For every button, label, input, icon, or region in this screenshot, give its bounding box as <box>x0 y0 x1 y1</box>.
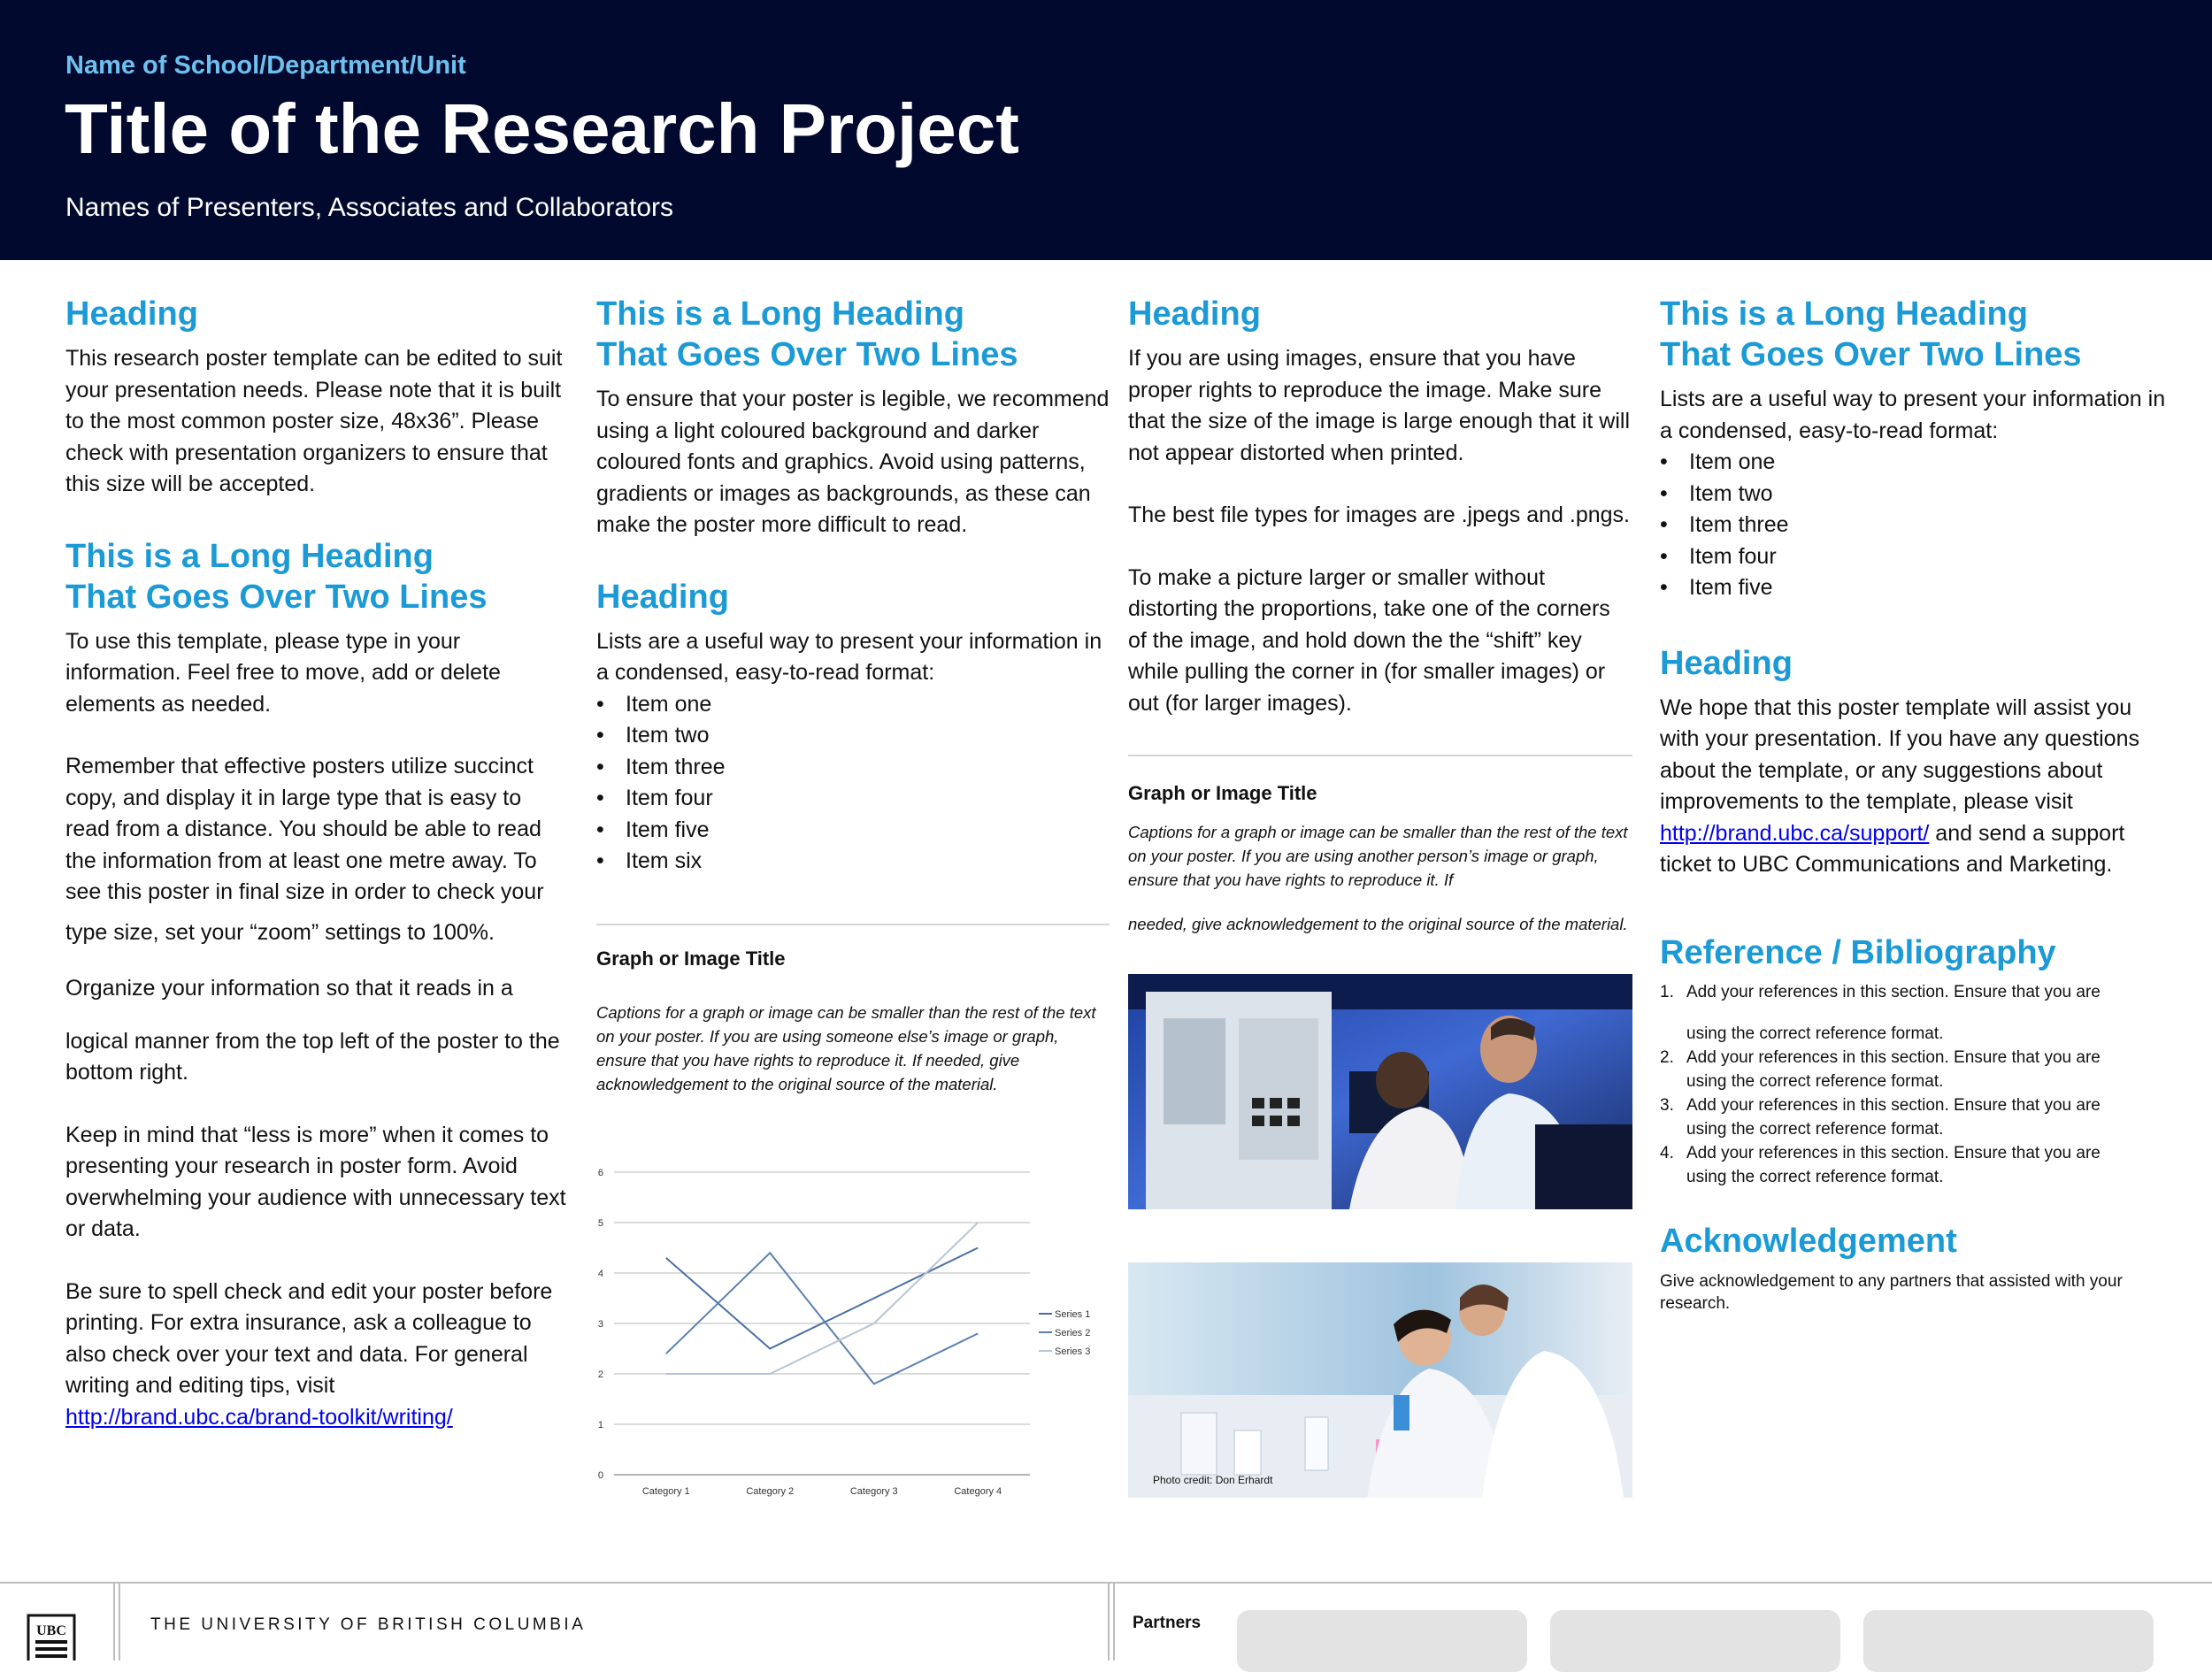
reference-number: 4. <box>1660 1143 1674 1162</box>
partner-logo-placeholder <box>1237 1610 1527 1672</box>
section-heading: Heading <box>1128 295 1261 333</box>
body-text: This research poster template can be edited to suit your presentation needs. Please note that it is built to the most common poster size, 48x36”. Please check with presentation organizers to ensure that this size will be accepted. <box>65 346 563 496</box>
reference-item <box>1660 1093 2173 1141</box>
x-tick-label: Category 1 <box>641 1486 690 1497</box>
support-text-after: and send a support ticket to UBC Communications and Marketing. <box>1660 820 2125 877</box>
column-3 <box>1128 294 1632 936</box>
list-item: • Item five <box>596 815 1110 847</box>
list-item: • Item six <box>596 846 1110 878</box>
y-tick-label: 3 <box>597 1319 603 1330</box>
section-heading: Heading <box>1660 644 1793 682</box>
reference-text: using the correct reference format. <box>1686 1167 1944 1186</box>
reference-item <box>1660 1141 2173 1189</box>
reference-text: Add your references in this section. Ensure that you are <box>1686 982 2101 1001</box>
heading-line: This is a Long Heading <box>65 537 434 575</box>
legend-label: Series 1 <box>1055 1309 1091 1320</box>
section-heading-long <box>65 536 570 617</box>
body-text: To ensure that your poster is legible, we recommend using a light coloured background and darker coloured fonts and graphics. Avoid using patterns, gradients or images as backgrounds, as these can make the poster more difficult to read. <box>596 387 1110 537</box>
presenter-names: Names of Presenters, Associates and Collaborators <box>65 193 673 222</box>
body-text: The best file types for images are .jpegs and .pngs. <box>1128 502 1630 527</box>
reference-text: using the correct reference format. <box>1686 1071 1944 1091</box>
graph-caption: Captions for a graph or image can be smaller than the rest of the text on your poster. If you are using someone else’s image or graph, ensure that you have rights to reproduce it. If needed, give acknowledgement to the original source of the material. <box>596 1003 1096 1093</box>
bullet-list <box>1660 447 2173 604</box>
heading-line: That Goes Over Two Lines <box>1660 336 2082 373</box>
column-2 <box>596 294 1110 1096</box>
list-item: • Item four <box>596 783 1110 815</box>
photo-credit: Photo credit: Don Erhardt <box>1153 1474 1273 1486</box>
heading-line: That Goes Over Two Lines <box>65 578 488 616</box>
body-text: Be sure to spell check and edit your poster before printing. For extra insurance, ask a colleague to also check over your text and data. For general writing and editing tips, visit <box>65 1278 553 1398</box>
body-text: Organize your information so that it reads in a <box>65 976 513 1001</box>
footer-divider <box>113 1584 115 1660</box>
x-tick-label: Category 3 <box>849 1486 898 1497</box>
acknowledgement-text: Give acknowledgement to any partners that assisted with your research. <box>1660 1271 2123 1313</box>
list-item: • Item three <box>596 752 1110 784</box>
lab-equipment-image <box>1128 974 1632 1209</box>
body-text: If you are using images, ensure that you have proper rights to reproduce the image. Make sure that the size of the image is large enough that it will not appear distorted when printed. <box>1128 346 1630 465</box>
department-name: Name of School/Department/Unit <box>65 51 466 80</box>
poster-footer <box>0 1582 2212 1660</box>
lab-photo-1 <box>1128 974 1632 1209</box>
body-text: type size, set your “zoom” settings to 100%. <box>65 919 495 945</box>
lab-photo-2 <box>1128 1262 1632 1498</box>
heading-line: This is a Long Heading <box>1660 295 2028 333</box>
column-4 <box>1660 294 2173 1315</box>
reference-heading: Reference / Bibliography <box>1660 933 2056 971</box>
legend-label: Series 3 <box>1055 1346 1091 1357</box>
y-tick-label: 0 <box>597 1470 603 1481</box>
body-text <box>1660 693 2173 881</box>
body-text: To make a picture larger or smaller without distorting the proportions, take one of the corners of the image, and hold down the the “shift” key while pulling the corner in (for smaller images) or out (for larger images). <box>1128 564 1610 716</box>
list-item: • Item five <box>1660 572 2173 604</box>
body-text: Lists are a useful way to present your information in a condensed, easy-to-read format: <box>596 628 1102 685</box>
body-text: logical manner from the top left of the poster to the bottom right. <box>65 1028 560 1085</box>
body-text: Remember that effective posters utilize succinct copy, and display it in large type that is easy to read from a distance. You should be able to read the information from at least one metre away. To see this poster in final size in order to check your <box>65 754 544 904</box>
poster-header <box>0 0 2212 260</box>
section-heading: Heading <box>65 295 198 333</box>
partner-logo-placeholder <box>1863 1610 2154 1672</box>
y-tick-label: 6 <box>597 1168 603 1178</box>
image-caption: needed, give acknowledgement to the original source of the material. <box>1128 914 1628 933</box>
acknowledgement-heading: Acknowledgement <box>1660 1222 1957 1260</box>
poster-title: Title of the Research Project <box>65 89 1019 168</box>
partners-label: Partners <box>1133 1614 1202 1632</box>
logo-text: UBC <box>36 1623 66 1638</box>
list-item: • Item four <box>1660 541 2173 573</box>
footer-divider <box>1113 1584 1115 1660</box>
divider <box>596 924 1110 925</box>
legend-label: Series 2 <box>1055 1328 1091 1338</box>
heading-line: This is a Long Heading <box>596 295 964 333</box>
image-caption: Captions for a graph or image can be smaller than the rest of the text on your poster. If you are using another person’s image or graph, ensure that you have rights to reproduce it. If <box>1128 822 1628 889</box>
column-1 <box>65 294 570 1433</box>
line-chart <box>596 1163 1110 1499</box>
body-text: To use this template, please type in your information. Feel free to move, add or delete elements as needed. <box>65 628 501 717</box>
y-tick-label: 1 <box>597 1420 603 1430</box>
reference-number: 2. <box>1660 1047 1674 1067</box>
reference-text: Add your references in this section. Ensure that you are <box>1686 1143 2101 1162</box>
list-item: • Item one <box>596 689 1110 721</box>
list-item: • Item two <box>596 720 1110 752</box>
footer-divider <box>119 1584 120 1660</box>
section-heading-long <box>596 294 1110 375</box>
body-text: Keep in mind that “less is more” when it comes to presenting your research in poster form. Avoid overwhelming your audience with unnecessary text or data. <box>65 1122 566 1241</box>
reference-number: 3. <box>1660 1095 1674 1115</box>
university-name: THE UNIVERSITY OF BRITISH COLUMBIA <box>150 1615 587 1634</box>
footer-divider <box>1108 1584 1110 1660</box>
y-tick-label: 4 <box>597 1269 603 1279</box>
partner-logo-placeholder <box>1550 1610 1840 1672</box>
reference-number: 1. <box>1660 982 1674 1001</box>
series-line <box>666 1248 979 1349</box>
section-heading: Heading <box>596 578 729 616</box>
y-tick-label: 5 <box>597 1218 603 1229</box>
bullet-list <box>596 689 1110 878</box>
list-item: • Item three <box>1660 510 2173 541</box>
reference-text: Add your references in this section. Ensure that you are <box>1686 1095 2101 1115</box>
list-item: • Item one <box>1660 447 2173 479</box>
writing-tips-link[interactable]: http://brand.ubc.ca/brand-toolkit/writing/ <box>65 1404 453 1430</box>
list-item: • Item two <box>1660 479 2173 510</box>
heading-line: That Goes Over Two Lines <box>596 336 1018 373</box>
x-tick-label: Category 2 <box>746 1486 795 1497</box>
y-tick-label: 2 <box>597 1369 603 1380</box>
scientists-image <box>1128 1262 1632 1498</box>
ubc-logo-icon <box>27 1614 76 1660</box>
reference-item <box>1660 1046 2173 1093</box>
reference-item <box>1660 980 2173 1046</box>
reference-list <box>1660 980 2173 1189</box>
reference-text: using the correct reference format. <box>1686 1024 1944 1043</box>
x-tick-label: Category 4 <box>954 1486 1002 1497</box>
body-text: Lists are a useful way to present your information in a condensed, easy-to-read format: <box>1660 387 2166 443</box>
graph-title: Graph or Image Title <box>1128 782 1317 804</box>
section-heading-long <box>1660 294 2173 375</box>
support-text: We hope that this poster template will assist you with your presentation. If you have any questions about the template, or any suggestions about improvements to the template, please visit <box>1660 694 2139 814</box>
graph-title: Graph or Image Title <box>596 947 786 970</box>
support-link[interactable]: http://brand.ubc.ca/support/ <box>1660 820 1930 846</box>
reference-text: Add your references in this section. Ensure that you are <box>1686 1047 2101 1067</box>
divider <box>1128 755 1632 756</box>
reference-text: using the correct reference format. <box>1686 1119 1944 1139</box>
